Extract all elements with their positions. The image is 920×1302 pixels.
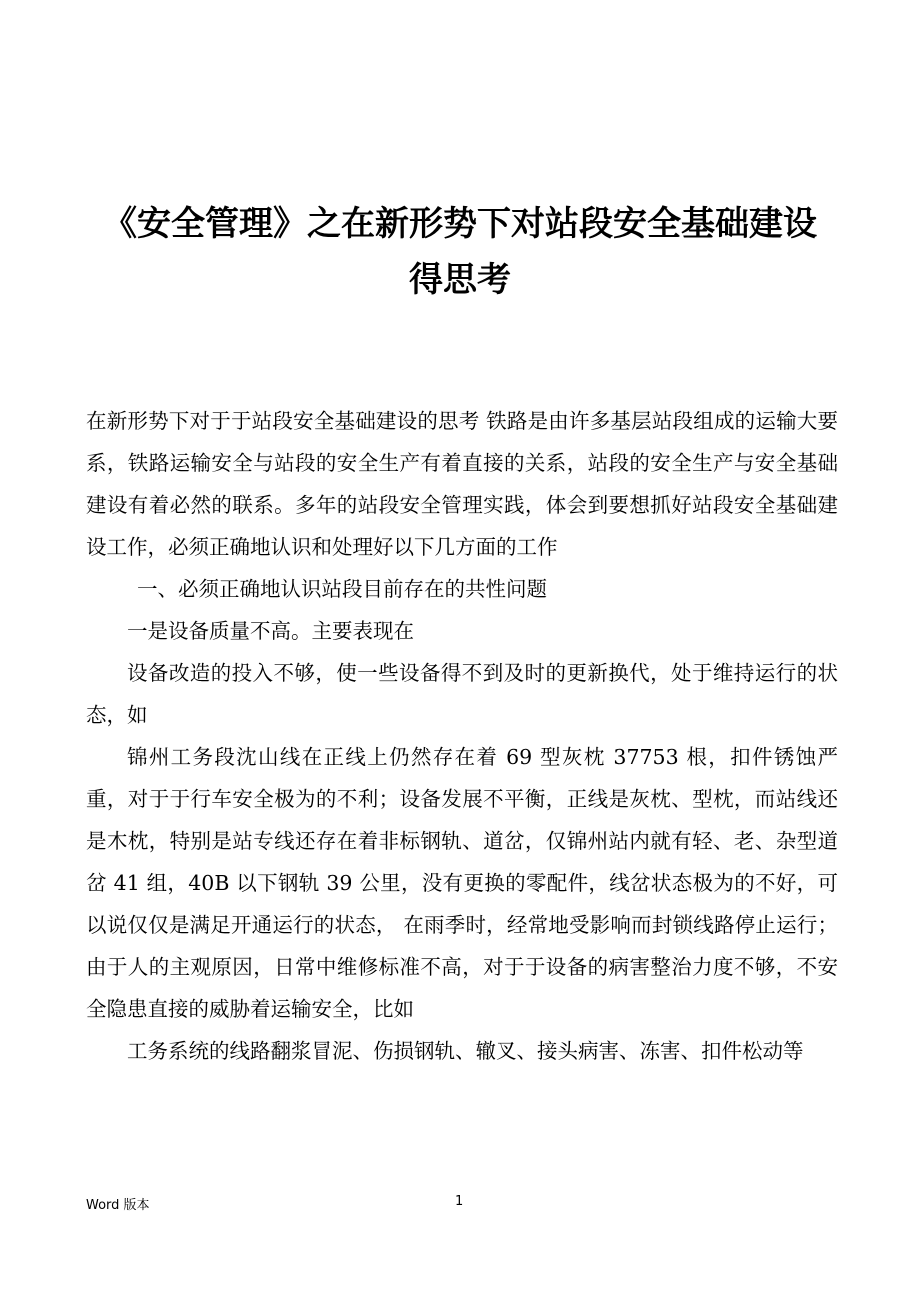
paragraph-point-1: 一是设备质量不高。主要表现在 xyxy=(127,619,414,643)
footer-page-number: 1 xyxy=(455,1194,464,1209)
paragraph-jinzhou: 锦州工务段沈山线在正线上仍然存在着 69 型灰枕 37753 根，扣件锈蚀严重，对于于行车安全极为的不利；设备发展不平衡，正线是灰枕、型枕，而站线还是木枕，特别是站专线还存在着非标钢轨、道岔，仅锦州站内就有轻、老、杂型道岔 41 组，40B 以下钢轨 39 公里，没有更换的零配件，线岔状态极为的不好，可以说仅仅是满足开通运行的状态， 在雨季时，经常地受影响而封锁线路停止运行；由于人的主观原因，日常中维修标准不高，对于于设备的病害整治力度不够，不安全隐患直接的威胁着运输安全，比如 xyxy=(86,745,838,1021)
paragraph-intro: 在新形势下对于于站段安全基础建设的思考 铁路是由许多基层站段组成的运输大要系，铁路运输安全与站段的安全生产有着直接的关系，站段的安全生产与安全基础建设有着必然的联系。多年的站段安全管理实践，体会到要想抓好站段安全基础建设工作，必须正确地认识和处理好以下几方面的工作 xyxy=(86,409,838,559)
title-line-2: 得思考 xyxy=(409,260,511,300)
document-title xyxy=(60,196,860,308)
footer-version-label: Word 版本 xyxy=(86,1198,150,1213)
document-body xyxy=(86,400,838,1072)
paragraph-works-system: 工务系统的线路翻浆冒泥、伤损钢轨、辙叉、接头病害、冻害、扣件松动等 xyxy=(127,1039,804,1063)
title-line-1: 《安全管理》之在新形势下对站段安全基础建设 xyxy=(103,204,817,244)
paragraph-equipment: 设备改造的投入不够，使一些设备得不到及时的更新换代，处于维持运行的状态，如 xyxy=(86,661,838,727)
section-heading-1: 一、必须正确地认识站段目前存在的共性问题 xyxy=(137,577,547,601)
